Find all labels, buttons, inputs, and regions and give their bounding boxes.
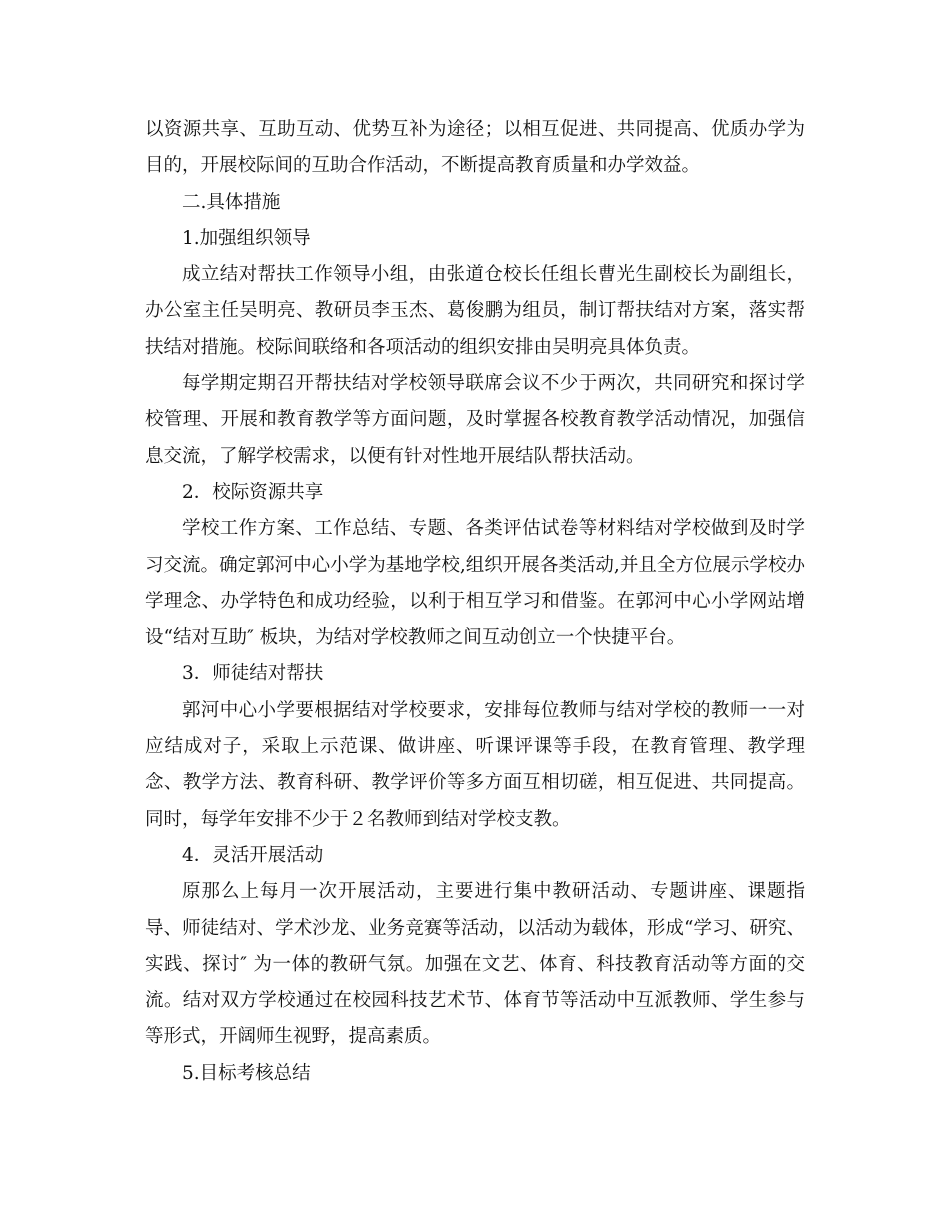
paragraph-flexible-activities: 原那么上每月一次开展活动，主要进行集中教研活动、专题讲座、课题指导、师徒结对、学术沙龙、业务竞赛等活动，以活动为载体，形成“学习、研究、实践、探讨″ 为一体的教研气氛。加强在文艺、体育、科技教育活动等方面的交流。结对双方学校通过在校园科技艺术节、体育节等活动中互派教师、学生参与等形式，开阔师生视野，提高素质。 (145, 881, 805, 1048)
section-heading-measures: 二.具体措施 (182, 191, 281, 213)
subheading-flexible-activities: 4．灵活开展活动 (182, 844, 324, 866)
paragraph-joint-meeting: 每学期定期召开帮扶结对学校领导联席会议不少于两次，共同研究和探讨学校管理、开展和教育教学等方面问题，及时掌握各校教育教学活动情况，加强信息交流，了解学校需求，以便有针对性地开展结队帮扶活动。 (145, 373, 805, 467)
document-body (145, 112, 805, 1092)
paragraph-intro-continued: 以资源共享、互助互动、优势互补为途径；以相互促进、共同提高、优质办学为目的，开展校际间的互助合作活动，不断提高教育质量和办学效益。 (145, 119, 805, 177)
paragraph-resource-sharing: 学校工作方案、工作总结、专题、各类评估试卷等材料结对学校做到及时学习交流。确定郭河中心小学为基地学校,组织开展各类活动,并且全方位展示学校办学理念、办学特色和成功经验，以利于相互学习和借鉴。在郭河中心小学网站增设“结对互助″ 板块，为结对学校教师之间互动创立一个快捷平台。 (145, 518, 805, 649)
subheading-target-assessment: 5.目标考核总结 (182, 1062, 311, 1084)
paragraph-mentor-pairing: 郭河中心小学要根据结对学校要求，安排每位教师与结对学校的教师一一对应结成对子，采取上示范课、做讲座、听课评课等手段，在教育管理、教学理念、教学方法、教育科研、教学评价等多方面互相切磋，相互促进、共同提高。同时，每学年安排不少于２名教师到结对学校支教。 (145, 699, 805, 830)
paragraph-leadership-group: 成立结对帮扶工作领导小组，由张道仓校长任组长曹光生副校长为副组长，办公室主任吴明亮、教研员李玉杰、葛俊鹏为组员，制订帮扶结对方案，落实帮扶结对措施。校际间联络和各项活动的组织安排由吴明亮具体负责。 (145, 264, 805, 358)
subheading-resource-sharing: 2．校际资源共享 (182, 481, 324, 503)
subheading-mentor-pairing: 3．师徒结对帮扶 (182, 663, 324, 685)
subheading-organization: 1.加强组织领导 (182, 227, 311, 249)
